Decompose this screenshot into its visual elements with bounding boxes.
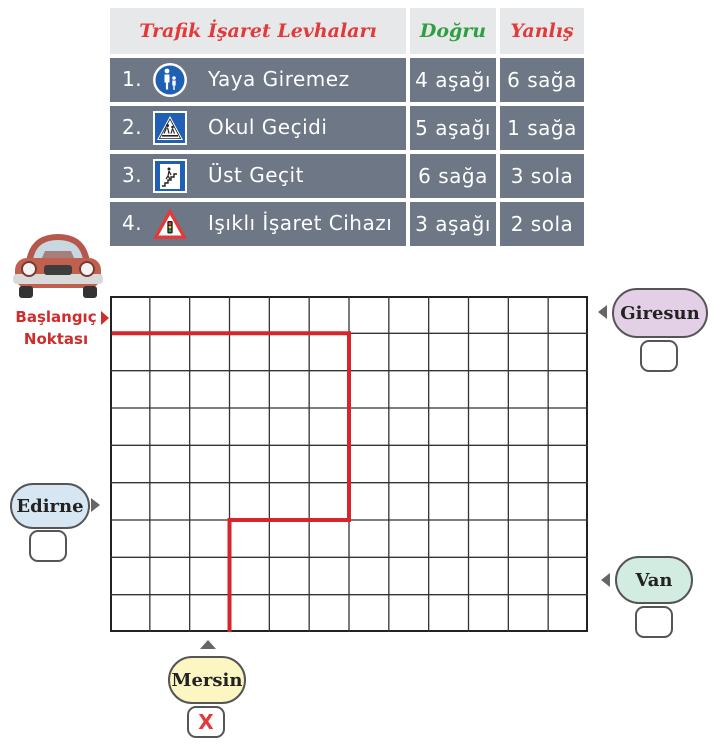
city-label-mersin: Mersin: [168, 656, 246, 704]
column-header-correct: Doğru: [410, 8, 496, 54]
sign-name: Işıklı İşaret Cihazı: [208, 211, 393, 235]
table-row: [110, 106, 406, 150]
answer-box-giresun[interactable]: [640, 340, 678, 372]
mersin-pointer-icon: [200, 640, 216, 649]
no-pedestrians-sign-icon: [152, 62, 188, 98]
city-label-van: Van: [615, 556, 693, 604]
row-number: 1.: [122, 67, 143, 91]
table-row: [110, 58, 406, 102]
correct-move: 6 sağa: [410, 154, 496, 198]
row-number: 4.: [122, 211, 143, 235]
wrong-move: 2 sola: [500, 202, 584, 246]
table-row: [110, 154, 406, 198]
row-number: 3.: [122, 163, 143, 187]
start-arrow-icon: [101, 311, 109, 325]
table-title: Trafik İşaret Levhaları: [110, 8, 406, 54]
sign-table: [110, 8, 584, 246]
answer-box-van[interactable]: [635, 606, 673, 638]
correct-move: 4 aşağı: [410, 58, 496, 102]
start-point-label: [10, 306, 102, 350]
answer-box-edirne[interactable]: [29, 530, 67, 562]
table-row: [110, 202, 406, 246]
correct-move: 3 aşağı: [410, 202, 496, 246]
wrong-move: 6 sağa: [500, 58, 584, 102]
overpass-sign-icon: [152, 158, 188, 194]
sign-name: Üst Geçit: [208, 163, 304, 187]
column-header-wrong: Yanlış: [500, 8, 584, 54]
correct-move: 5 aşağı: [410, 106, 496, 150]
traffic-light-sign-icon: [152, 206, 188, 242]
giresun-pointer-icon: [598, 305, 607, 319]
start-label-line-1: Başlangıç: [15, 308, 97, 326]
answer-box-mersin[interactable]: X: [187, 706, 225, 738]
school-crossing-sign-icon: [152, 110, 188, 146]
edirne-pointer-icon: [91, 498, 100, 512]
wrong-move: 3 sola: [500, 154, 584, 198]
sign-name: Yaya Giremez: [208, 67, 350, 91]
car-icon: [12, 228, 104, 302]
wrong-move: 1 sağa: [500, 106, 584, 150]
start-label-line-2: Noktası: [23, 330, 89, 348]
van-pointer-icon: [601, 573, 610, 587]
row-number: 2.: [122, 115, 143, 139]
sign-name: Okul Geçidi: [208, 115, 328, 139]
route-grid: [110, 296, 588, 632]
city-label-edirne: Edirne: [10, 483, 90, 529]
city-label-giresun: Giresun: [612, 288, 708, 338]
